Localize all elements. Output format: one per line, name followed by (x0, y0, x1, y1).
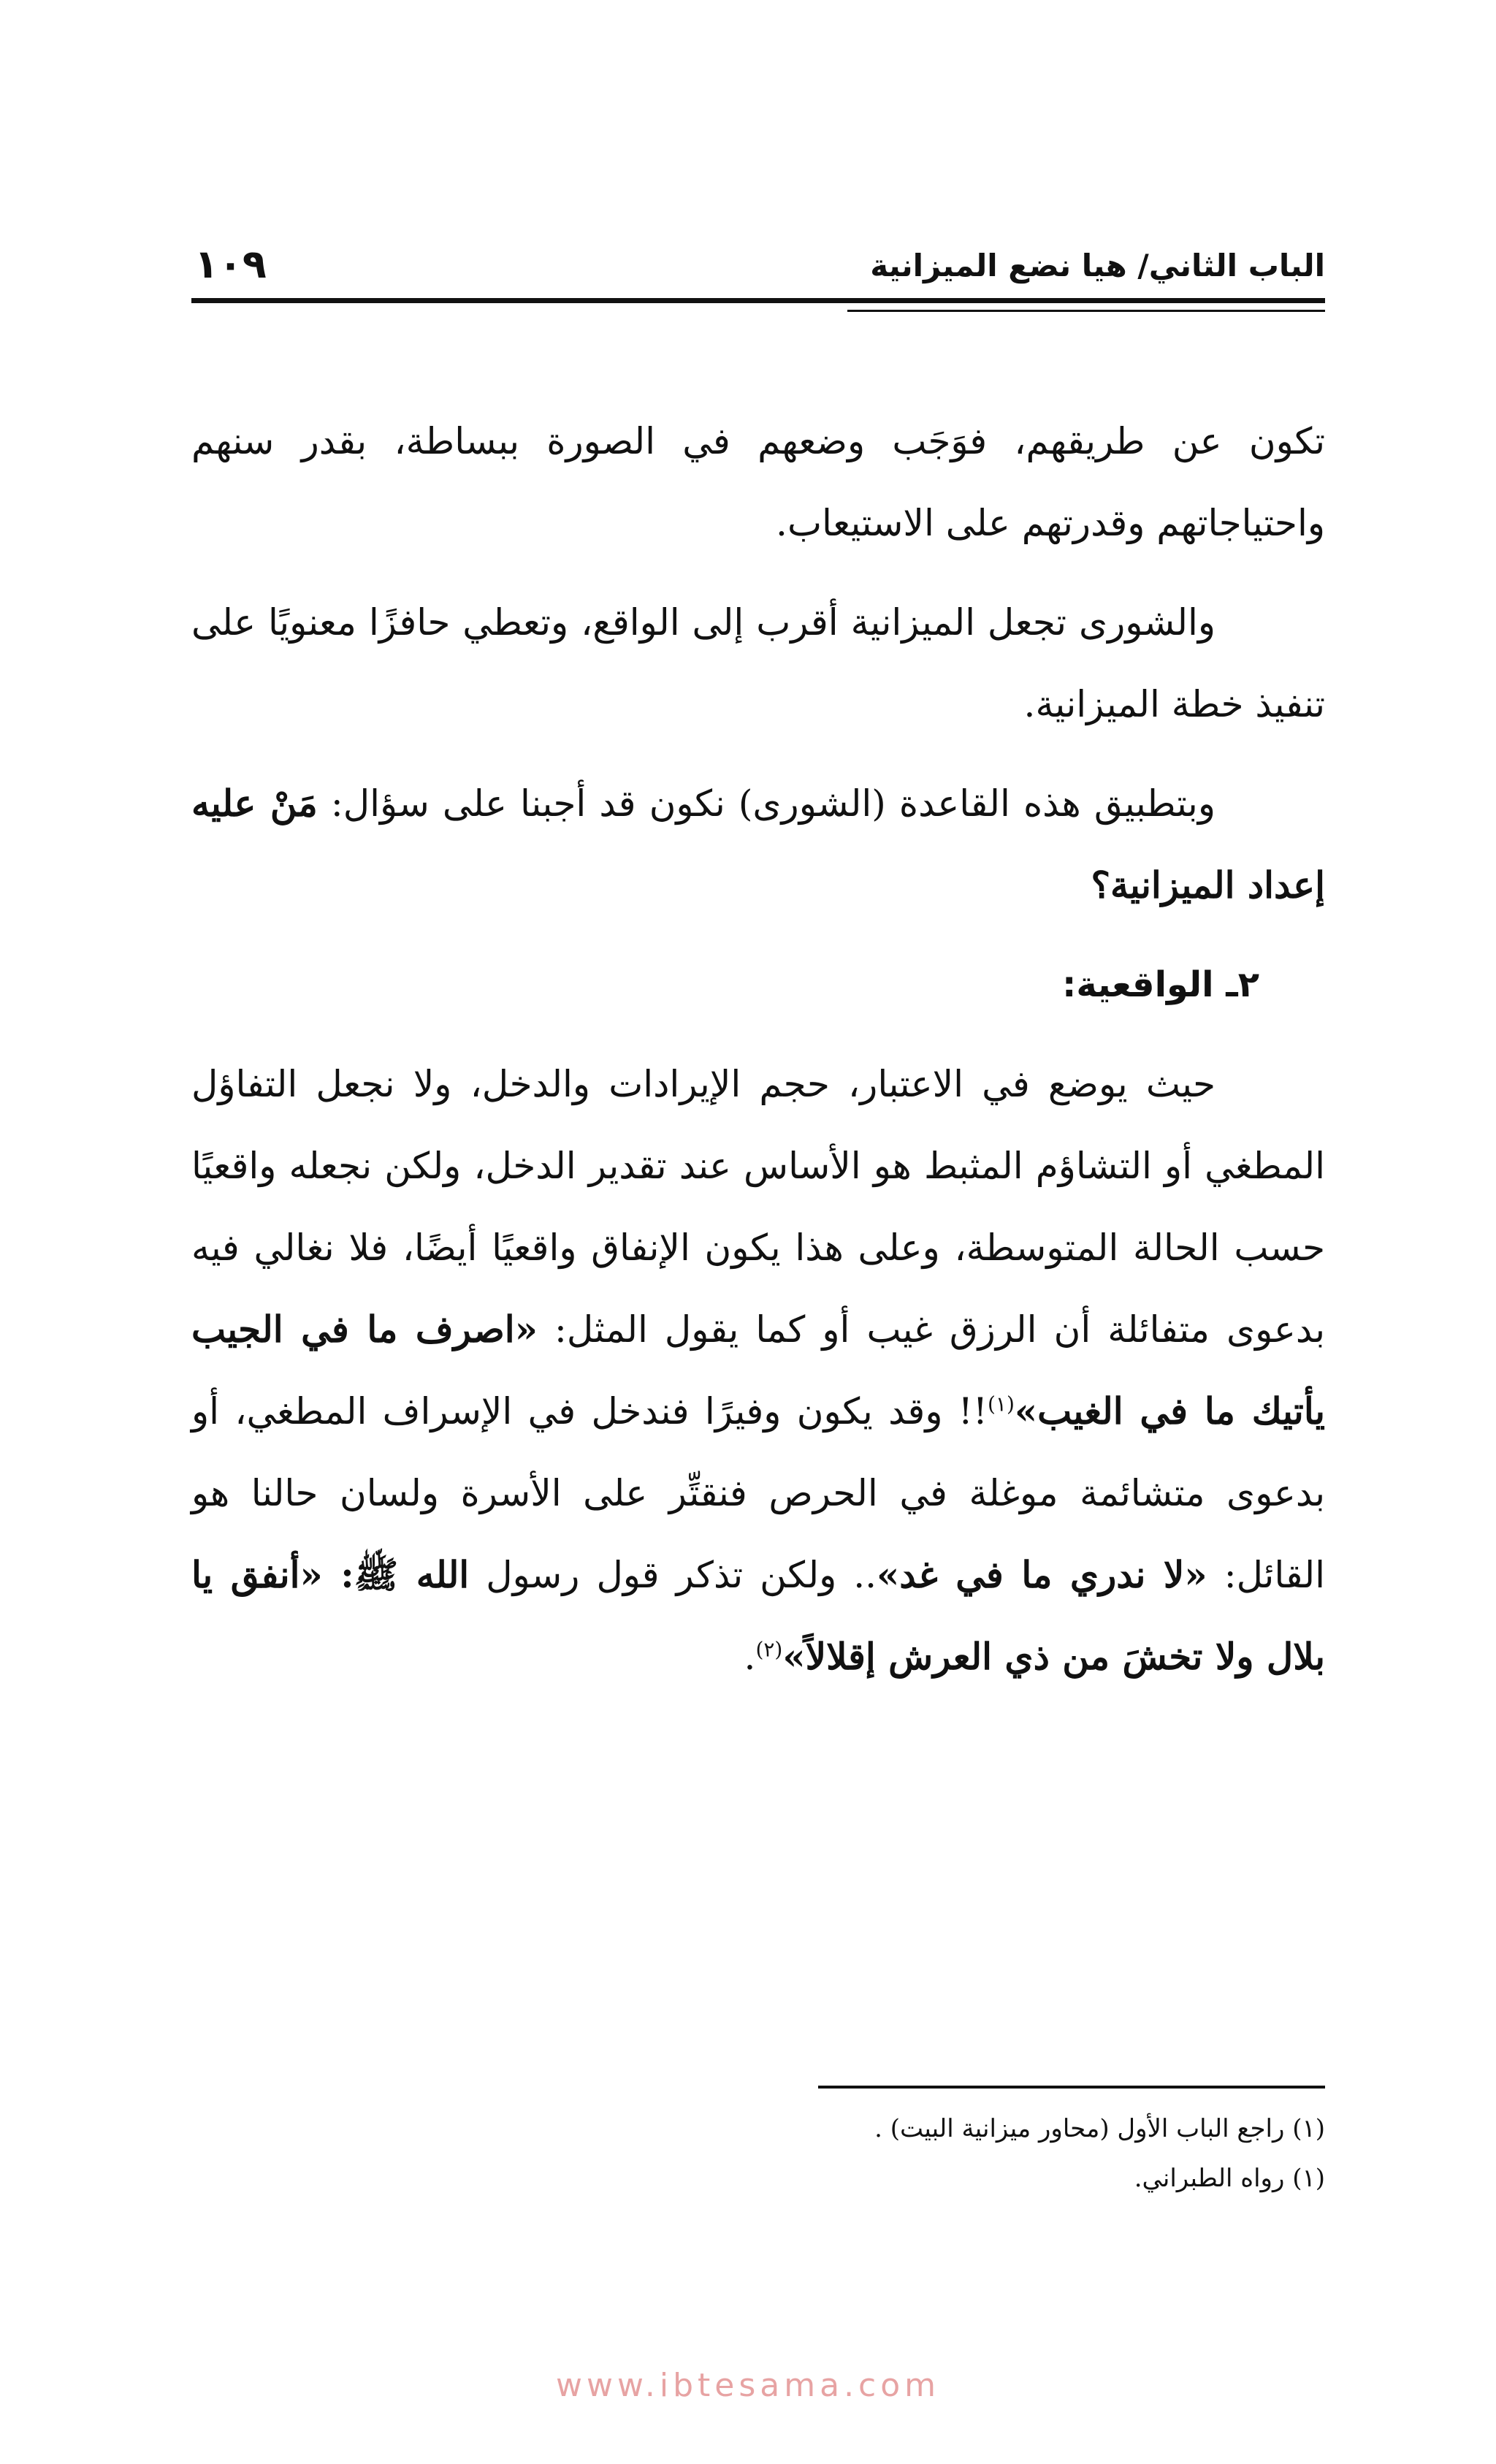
body-text (191, 400, 1325, 1715)
question-text: مَنْ عليه إعداد الميزانية؟ (191, 782, 1325, 907)
paragraph-1: تكون عن طريقهم، فوَجَب وضعهم في الصورة ببساطة، بقدر سنهم واحتياجاتهم وقدرتهم على الاستيعاب. (191, 420, 1325, 544)
paragraph-3-text: وبتطبيق هذه القاعدة (الشورى) نكون قد أجبنا على سؤال: (317, 782, 1216, 825)
paragraph-4-text-b: !! وقد يكون وفيرًا فندخل في الإسراف المطغي، أو بدعوى متشائمة موغلة في الحرص فنقتِّر على الأسرة ولسان حالنا هو القائل: (191, 1390, 1326, 1596)
chapter-title: الباب الثاني/ هيا نضع الميزانية (870, 248, 1325, 283)
header-rule-thick (191, 298, 1325, 303)
page-header (191, 241, 1325, 300)
paragraph-3 (191, 763, 1325, 926)
footnote-ref-2: (٢) (755, 1637, 783, 1662)
section-heading: ٢ـ الواقعية: (1062, 964, 1259, 1005)
footnote-rule (818, 2086, 1325, 2089)
paragraph-4 (191, 1043, 1325, 1698)
footnotes (767, 2104, 1325, 2203)
header-rule-thin (847, 310, 1325, 312)
footnote-2: (١) رواه الطبراني. (1134, 2164, 1325, 2193)
hadith-quote: الله ﷺ: «أنفق يا بلال ولا تخشَ من ذي العرش إقلالاً» (191, 1553, 1325, 1678)
page-number: ١٠٩ (194, 241, 267, 287)
paragraph-4-text-a: حيث يوضع في الاعتبار، حجم الإيرادات والدخل، ولا نجعل التفاؤل المطغي أو التشاؤم المثبط هو الأساس عند تقدير الدخل، ولكن نجعله واقعيًا حسب الحالة المتوسطة، وعلى هذا يكون الإنفاق واقعيًا أيضًا، فلا نغالي فيه بدعوى متفائلة أن الرزق غيب أو كما يقول المثل: (191, 1063, 1325, 1351)
footnote-ref-1: (١) (987, 1392, 1015, 1416)
footnote-1: (١) راجع الباب الأول (محاور ميزانية البيت) . (874, 2114, 1325, 2143)
paragraph-4-text-c: .. ولكن تذكر قول رسول (469, 1554, 877, 1596)
watermark-url: www.ibtesama.com (555, 2367, 941, 2404)
paragraph-4-end: . (744, 1636, 756, 1678)
saying-quote: «لا ندري ما في غد» (877, 1553, 1207, 1596)
proverb-quote: «اصرف ما في الجيب يأتيك ما في الغيب» (191, 1308, 1325, 1433)
paragraph-2: والشورى تجعل الميزانية أقرب إلى الواقع، وتعطي حافزًا معنويًا على تنفيذ خطة الميزانية. (191, 601, 1325, 725)
